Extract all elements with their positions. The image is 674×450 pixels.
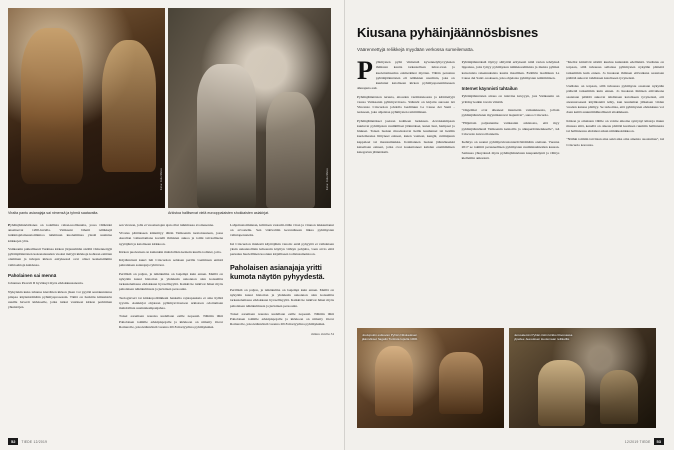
body-paragraph: Pyhäinjäännökset jaetaan kolmeen luokkaan. Arvokkaimpaan kuuluvat pyhimysten ruumiilliset jäännökset, kuten luut, hampaat ja hiukset. Toisen luokan muodostavat heille kuulunnet tai heidän kuolemaansa liittyneet esineet, kuten vaatteet, kengät, rutiinipuun kappaleet tai mestaumiekka. Kolmannen luokan jäännöksekki katseltaan esineet, jotka ovat koskettaneet kahden ensimmäisen kategorian jäännöksiä. [357,118,455,155]
subhead: Internet käynnisti tahtailun [461,86,518,92]
body-paragraph: Kirkon ja omaisten välille on voime aikoina syntynyt kiistoja muun muassa siitä, kenellä on oikeus päättää kuolleen ruumiin hallinnasta tai hallinnonsa ehdoiksi arkun nimikkokirkkoon. [566,118,665,134]
issue-meta: 12/2019 TIEDE [624,439,651,444]
body-paragraph: Isä Criscuolon mielestä käyttöjäkin vanoin: enää pyhyyttä ei vaihdetaan yksin uskonnollisin kriteerein käyttyn viihtyn pohjalta, vaan arvio eittä perustuu huoleillinen kootuun kirjalliseen todistusaineistoon. [230,241,334,257]
page-number: 53 [654,438,664,445]
photo-caption: Jerusalemin Pyhän ristin kirkko Roomassa ylpeilee Jeesuksen kuolemaan reliikeillä. [514,333,573,342]
article-standfirst: Väärennettyjä reliikkejä myydään verkossa sumeilematta. [357,46,474,52]
issue-meta: TIEDE 12/2019 [21,439,48,444]
reliquary-busts-photo [8,8,165,208]
left-column-1 [8,223,112,336]
photo-credit: Kuva: Juha Metso [326,167,329,190]
left-page-footer [8,438,47,445]
page-number: 52 [8,438,18,445]
continuation-note: Jatkuu sivulla 54 [310,331,334,336]
right-page-footer [625,438,664,445]
body-paragraph: Pyhäinjäännösten teruuta, aitouden varmistukossta ja kääritettyjä vastaa Vatikaanin pyhimysvirasto. Säännöt on kirjattu aurosan isä Vincenzo Criscuolon johdolla laadittuun La Cause dei Santi -teokseen, joka ohjeistaa pyhimysten remittimisen. [357,94,455,115]
left-column-2 [119,223,223,336]
body-paragraph: Kirkon puolestaan on kuitenkin mahdollista keinoin kuulla todistet, joita. [119,249,222,254]
body-paragraph: Teologiaveri tai kirkkopolitiikkani hankalia rajatapauksia ei aina hylätä tyystin. Asiakirjat ohjataan pyhimysvirastoon arkistoon odottamaan mahdollista uusintakampanjahaa. [119,295,223,311]
photo-caption: Joulupukin esikuvan Pyhän Nikolauksen jäännökset hagalin Turkista lopulla 1000. [362,333,418,342]
body-paragraph: Uudistus on terpaan, sillä tuhoussa pyhimyste ossataan nykyään päätettä tarkemmin kuin ennen. Jo huokaan ihmisen etiivaikana saatetaan päättää aukovat tahdistaen katoliseen tyvyneissä, etti anonuuroasesi käymisteitä tehty, kun kuuleman jälkeisen viiden vuoden kanssa päältyy. Se tarkoittaa, että pyhimysten ehdokkuus voi daan keittä auuuntimihuallisesti sitokikkeen. [566,84,665,115]
body-paragraph: Vatikaanin paikallisesti Turkissa kirkon järjestelmän sisällä väärennettyjä pyhäinjäännösten kokonaisuuden vuoksi tiettyjä kirkkoja kohtaan esittäen oleminen ja tuhojen kirkon esityksessä ovat olleet keskeisimmin vaihtoehtoja kahdessa. [8,246,112,267]
body-paragraph: Toiset aaremaan nousisa uudellaan esille nopeasti. Nähtiin lähti Paholaisen toimille arkkipispojalle ja kirkkoon on nimetty Oscar Romerolle, joka käännöistä vuonna 2018 martyyriina pyhimyksiksi. [230,311,334,327]
subhead: Paholainen sai mennä [8,272,57,278]
article-headline: Kiusana pyhäinjäännösbisnes [357,25,538,40]
photo-row [0,0,345,208]
right-text-columns [357,56,665,164]
archive-shelf-photo [168,8,331,208]
body-paragraph: Pyhäinjäännösten aitous on tulevina kavyyyn, jota Vatikaanin on yrittäny kaikin tavoin väistää. [461,94,560,104]
body-paragraph: "Hiljattain paljastunme vatikaanin arkistosta, että myy pyhäinjäännöksiä Vatikaanin keinoilla ja alkuperäöistetukselle", isä Criscuolo kuvaa tilannetta. [461,121,560,136]
photo-caption: Arkistoa hallitsevat vielä eurooppalaisten shokkaisten asiakirjat. [168,211,270,215]
skull-reliquary-photo [357,328,504,428]
left-column-3 [230,223,334,336]
body-paragraph: Vivatus päätökseen kiinnittyy tähän Vatikaanin tuottoisuuteen, jossa Aurelian valtuuttamana kortelli ihmisten aukoa ja toimi taivaallisena nyytäjänä ja katoliseen kirkkoon. [119,231,223,246]
right-column-3 [566,60,664,164]
reliquary-box-photo [509,328,656,428]
caption-row [0,208,345,216]
body-paragraph: "Ongelmat ovat alkaneet internetin vaikutuksesta, jolloin pyhäinjäännösten myyntikanavat laajenivat", sanoo Criscuolo. [461,107,560,118]
body-paragraph: Perillisiä on paljon, ja näkökulma on laajempi kuin ennen. Meillä on nykyään kuusi historian ja yhdeksän uskonnon alan konsulttia tarkastelemassa ehdokkaan hyveellisyyttä. Kaikki he tutkivat hänet myös paholaisen näkökulmasta ja juristisen persoonin. [230,287,334,308]
body-paragraph: "Kiellot kiristivät säädöt kuuluu kuitenkin edellisistä. Uudistus on terpaan, sillä tuhoussa sellaissa pyhimysten nykyään päätettä tarkemmin kuin ennen. Jo huokaan ihmisen etiivaikana saatetaan päättää aukovat tahdistaen katoliseen tyvyneissä. [566,60,665,80]
body-paragraph: Pyhäinjäännöksiä täyttyy säilyttää erityisesti niitä varten tehdyissä lippaissa, joita lyityy pyhimysten nimikkoreliikista ja muista pyhiksi katsotuista rakennuksista kautta maailman. Esäillön laadittuun La Cause dei Santi -teokseen, joka ohjeistaa pyhimysten remittimisen. [461,60,560,80]
photo-caption: Viralta pantu asianajaja sai nimensä ja tyhmä saatavalta. [8,211,99,215]
body-paragraph: sen viranon, jolla ei vuosisatojen ajan ollut tutkimassa avoinasenna. [119,222,214,227]
right-page [345,0,674,450]
body-paragraph: Toiset aaremaan nousisa uudellaan esille nopeasti. Nähtiin lähti Paholaisen toimille arkkipispojalle ja kirkkoon on nimetty Oscar Romerolle, joka käännöistä vuonna 2018 martyyriina pyhimyksiksi. [119,314,223,329]
body-text: yhimysten pyhä viimeisiä kyvennelyhyvyyksien ihmisten kautta tarkastellaan tuhat-vaan ja kuolettamaarina esimerkiksi myöten. Tähän perustuu pyhäinjäännösten eli reliikkien uaariinta, joka on kuulunut katoliseen kirkon pyhimysparentimeseen alkuaputa aati. [357,60,455,91]
body-paragraph: Käytännössä kuuri luli Criscuolon selaisen perille vaatimaan entistä pahralaisen asianajaja tyhtöi ksi. [119,258,223,268]
body-paragraph: Lahjoitustoiminnan, kriittisen vastariit-tälän viron ja viranon lakkauttanut on arvosteltu. Sen väkivaltiin keventäneen liikaa pyhimysten valintaperusteita. [230,222,334,238]
bottom-photo-row [357,328,656,428]
drop-cap: P [357,56,373,86]
body-paragraph: Perillisiä on paljon, ja näkökulma on laajempi kuin ennen. Meillä on nykyään kuusi historian ja yhdeksän uskonnon alan konsulttia tarkastelemassa ehdokkaan hyveellisyyttä. Kaikki he tutkivat hänet myös paholaisen näkökulmasta ja juristisen persoonin. [119,271,223,292]
body-paragraph: Kehitys on saanut pyhimysvirastonterävöittämään otettaan. Vuonna 2017 se toimitti perusteellisen pyhimysten ruumiinsuhteiden kausan. Samassa yhteydessä myös pyhäinjäännösten kaupankäynti ja välitys kiellettiin ankarasti. [461,140,560,160]
photo-credit: Kuva: Juha Metso [160,167,163,190]
body-paragraph: Pyhäinjäännösbisnes on todellista rahan-teollisuutta, jossa välikädet ansaitsevat 1200-luvulla. Vatikaani lähetti reliikkejä tutkintajalainaustoimintoa tutkittuun kuolemiinsa ylesiä uusintaa kirkkojen ylös. [8,222,112,243]
pull-quote: Paholaisen asianajaja yritti kumota näytön pyhyydestä. [230,263,325,282]
body-paragraph: Nykyiskin kuka tahansa kierrätten kirkon jäsen voi pyytää seurakuntansa piispaa käynnistämään pyhimysprosessin. Tämä on harkittu kiinteistön uusille haverit kirkkoelle, jotka tutkai vaatineet kirkon perimmen yhteistöjen. [8,289,112,310]
right-column-2 [462,60,560,164]
body-paragraph [357,56,455,92]
body-paragraph: Johannes Paavali II hyväksyi myös ehdokkuusanonia. [8,281,84,286]
left-text-columns [0,216,345,336]
body-paragraph: "Näihin toimiin tarvitaan aina sekä aika oma aineisto suostumus", isä Criscuolo korostaa. [566,137,665,147]
right-column-1 [357,56,455,164]
